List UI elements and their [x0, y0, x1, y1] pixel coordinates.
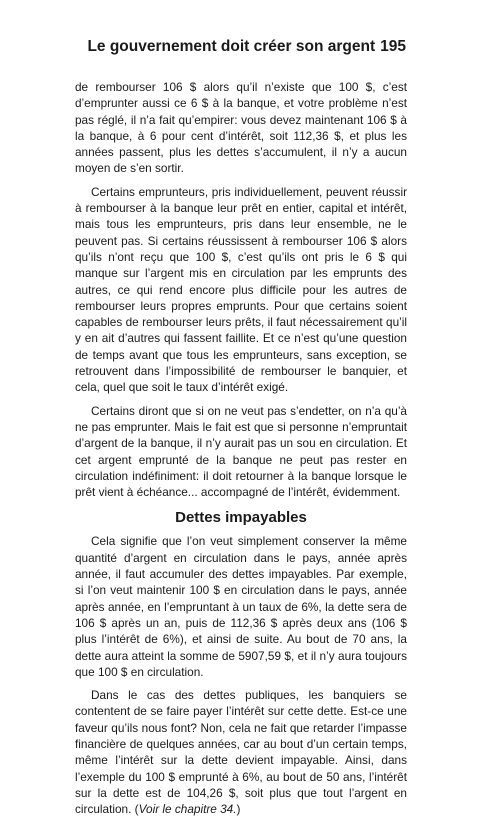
paragraph-text: Dans le cas des dettes publiques, les banquiers se contentent de se faire payer l’intérêt sur cette dette. Est-ce une faveur qu’ils nous font? Non, cela ne fait que retarder l’impasse financière de quelques années, car au bout d’un certain temps, même l’intérêt sur la dette devient impayable. Ainsi, dans l’exemple du 100 $ emprunté à 6%, au bout de 50 ans, l’intérêt sur la dette est de 104,26 $, soit plus que tout l’argent en circulation. (: [75, 688, 407, 817]
running-header: [78, 38, 406, 56]
paragraph: Certains emprunteurs, pris individuellement, peuvent réussir à rembourser à la banque leur prêt en entier, capital et intérêt, mais tous les emprunteurs, pris dans leur ensemble, ne le peuvent pas. Si certains réussissent à rembourser 106 $ alors qu’ils n’ont reçu que 100 $, c’est qu’ils ont pris le 6 $ qui manque sur l’argent mis en circulation par les emprunts des autres, ce qui rend encore plus difficile pour les autres de rembourser leurs propres emprunts. Pour que certains soient capables de rembourser leurs prêts, il faut nécessairement qu’il y en ait d’autres qui fassent faillite. Et ce n’est qu’une question de temps avant que tous les emprunteurs, sans exception, se retrouvent dans l’impossibilité de rembourser le banquier, et cela, quel que soit le taux d’intérêt exigé.: [75, 184, 407, 395]
paragraph-last: [75, 687, 407, 817]
page-number: 195: [380, 38, 406, 55]
chapter-reference: Voir le chapitre 34.: [138, 802, 237, 817]
running-header-title: Le gouvernement doit créer son argent: [87, 38, 376, 55]
paragraph: Certains diront que si on ne veut pas s’endetter, on n’a qu’à ne pas emprunter. Mais le fait est que si personne n’empruntait d’argent de la banque, il n’y aurait pas un sou en circulation. Et cet argent emprunté de la banque ne peut pas rester en circulation indéfiniment: il doit retourner à la banque lorsque le prêt vient à échéance... accompagné de l’intérêt, évidemment.: [75, 403, 407, 500]
closing-parenthesis: ): [236, 802, 241, 817]
page-body: [75, 79, 407, 817]
paragraph: Cela signifie que l’on veut simplement conserver la même quantité d’argent en circulation dans le pays, année après année, il faut accumuler des dettes impayables. Par exemple, si l’on veut maintenir 100 $ en circulation dans le pays, année après année, en l’empruntant à un taux de 6%, la dette sera de 106 $ après un an, puis de 112,36 $ après deux ans (106 $ plus l’intérêt de 6%), et ainsi de suite. Au bout de 70 ans, la dette aura atteint la somme de 5907,59 $, et il n’y aura toujours que 100 $ en circulation.: [75, 534, 407, 679]
paragraph-continuation: de rembourser 106 $ alors qu’il n’existe que 100 $, c’est d’emprunter aussi ce 6 $ à la banque, et votre problème n’est pas réglé, il n’a fait qu’empirer: vous devez maintenant 106 $ à la banque, à 6 pour cent d’intérêt, soit 112,36 $, et plus les années passent, plus les dettes s’accumulent, il n’y a aucun moyen de s’en sortir.: [75, 80, 407, 176]
section-heading: Dettes impayables: [175, 509, 307, 527]
